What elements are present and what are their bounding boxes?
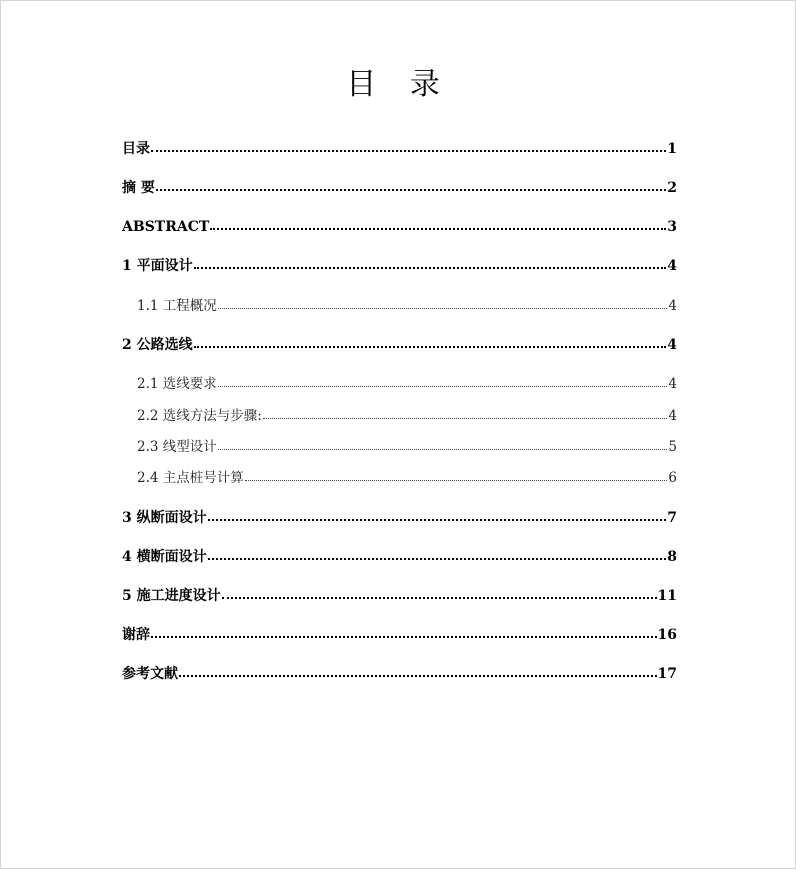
toc-entry-mulu[interactable]: [122, 139, 677, 159]
dot-leader: [208, 547, 667, 561]
dot-leader: [151, 139, 666, 153]
toc-entry-label: 2 公路选线: [122, 337, 193, 353]
dot-leader: [156, 178, 666, 192]
toc-entry-label: 5 施工进度设计: [122, 588, 221, 604]
toc-entry-section-2-2[interactable]: [137, 406, 677, 426]
toc-entry-acknowledgements[interactable]: [122, 625, 677, 645]
toc-entry-section-3[interactable]: [122, 508, 677, 528]
toc-entry-label: 1 平面设计: [122, 258, 193, 274]
toc-entry-page-number: 8: [667, 549, 677, 565]
toc-entry-label: 2.3 线型设计: [137, 439, 217, 455]
dot-leader: [218, 437, 668, 451]
dot-leader: [218, 374, 668, 388]
dot-leader: [222, 586, 657, 600]
toc-entry-section-2-4[interactable]: [137, 468, 677, 488]
dot-leader: [179, 664, 657, 678]
toc-entry-label: 3 纵断面设计: [122, 510, 207, 526]
toc-entry-label: 2.2 选线方法与步骤:: [137, 408, 262, 424]
toc-entry-page-number: 6: [668, 470, 677, 486]
toc-entry-references[interactable]: [122, 664, 677, 684]
toc-entry-label: 谢辞: [122, 627, 150, 643]
toc-entry-section-1-1[interactable]: [137, 296, 677, 316]
dot-leader: [194, 335, 667, 349]
dot-leader: [218, 296, 668, 310]
page-title: 目 录: [346, 67, 452, 102]
toc-entry-abstract-en[interactable]: [122, 217, 677, 237]
toc-entry-page-number: 17: [657, 666, 677, 682]
toc-entry-label: 参考文献: [122, 666, 178, 682]
toc-entry-label: 目录: [122, 141, 150, 157]
toc-entry-page-number: 5: [668, 439, 677, 455]
toc-entry-section-2-1[interactable]: [137, 374, 677, 394]
dot-leader: [208, 508, 667, 522]
toc-entry-abstract-cn[interactable]: [122, 178, 677, 198]
toc-entry-label: 2.1 选线要求: [137, 376, 217, 392]
toc-entry-page-number: 4: [667, 337, 677, 353]
toc-entry-label: 2.4 主点桩号计算: [137, 470, 244, 486]
toc-entry-page-number: 1: [667, 141, 677, 157]
toc-entry-page-number: 4: [667, 258, 677, 274]
dot-leader: [263, 406, 668, 420]
toc-entry-page-number: 2: [667, 180, 677, 196]
toc-entry-page-number: 4: [668, 408, 677, 424]
dot-leader: [245, 468, 668, 482]
toc-entry-section-2[interactable]: [122, 335, 677, 355]
toc-entry-page-number: 3: [667, 219, 677, 235]
toc-entry-page-number: 4: [668, 376, 677, 392]
toc-entry-label: 1.1 工程概况: [137, 298, 217, 314]
toc-entry-label: 4 横断面设计: [122, 549, 207, 565]
toc-entry-section-2-3[interactable]: [137, 437, 677, 457]
toc-entry-page-number: 7: [667, 510, 677, 526]
toc-entry-section-4[interactable]: [122, 547, 677, 567]
dot-leader: [151, 625, 657, 639]
toc-entry-page-number: 11: [657, 588, 677, 604]
toc-entry-label: ABSTRACT: [122, 219, 210, 235]
dot-leader: [210, 217, 666, 231]
toc-entry-page-number: 16: [657, 627, 677, 643]
toc-entry-section-1[interactable]: [122, 256, 677, 276]
toc-entry-page-number: 4: [668, 298, 677, 314]
toc-entry-label: 摘 要: [122, 180, 155, 196]
table-of-contents: [1, 1, 796, 870]
dot-leader: [194, 256, 667, 270]
toc-entry-section-5[interactable]: [122, 586, 677, 606]
